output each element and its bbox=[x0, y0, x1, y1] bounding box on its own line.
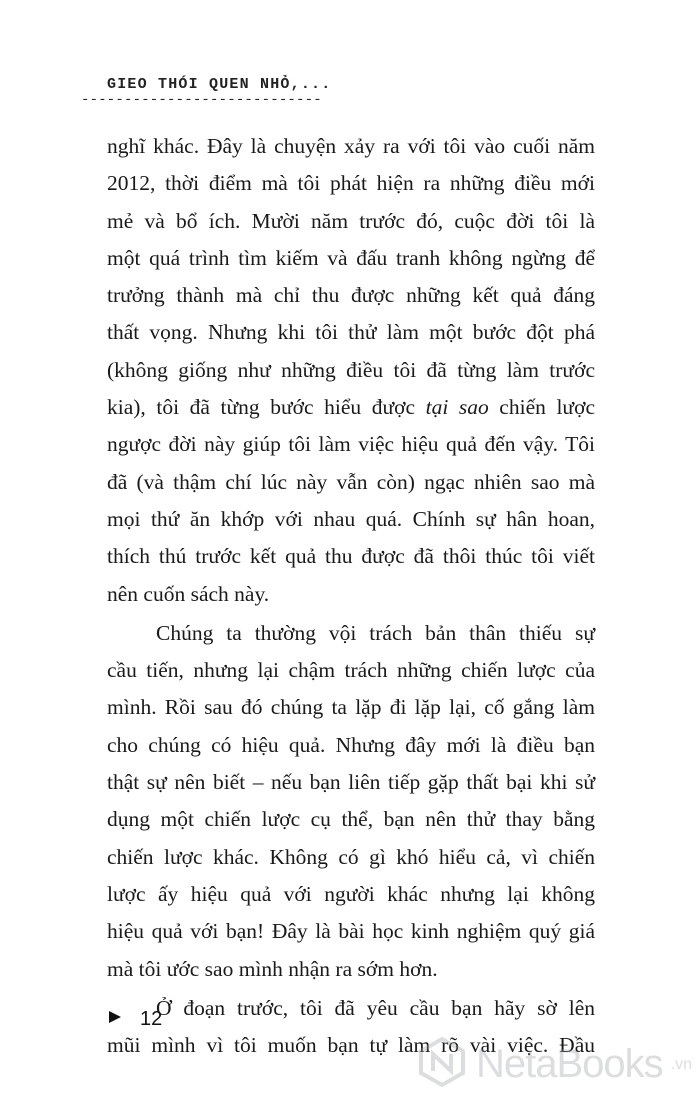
text-line: mình. Rồi sau đó chúng ta lặp đi lặp lại, cố gắng làm bbox=[107, 695, 595, 720]
watermark bbox=[416, 1036, 692, 1093]
text-line: nghĩ khác. Đây là chuyện xảy ra với tôi vào cuối năm bbox=[107, 134, 595, 158]
text-line: một quá trình tìm kiếm và đấu tranh không ngừng để bbox=[107, 245, 595, 270]
text-line: mũi mình vì tôi muốn bạn tự làm rõ vài việc. Đầu bbox=[107, 1033, 595, 1058]
text-line: dụng một chiến lược cụ thể, bạn nên thử thay bằng bbox=[107, 807, 595, 832]
page-footer bbox=[108, 1008, 162, 1031]
watermark-logo-icon bbox=[416, 1036, 468, 1093]
text-line: cho chúng có hiệu quả. Nhưng đây mới là điều bạn bbox=[107, 732, 595, 757]
body-text bbox=[107, 128, 595, 1064]
italic-phrase: tại sao bbox=[425, 395, 489, 420]
header-divider: ---------------------------- bbox=[81, 92, 322, 108]
text-line: Ở đoạn trước, tôi đã yêu cầu bạn hãy sờ lên bbox=[156, 995, 595, 1020]
paragraph-2 bbox=[107, 615, 595, 988]
paragraph-1 bbox=[107, 128, 595, 613]
watermark-brand: NetaBooks bbox=[475, 1042, 663, 1086]
text-line: mọi thứ ăn khớp với nhau quá. Chính sự hân hoan, bbox=[107, 506, 595, 531]
text-line: trưởng thành mà chỉ thu được những kết quả đáng bbox=[107, 283, 595, 308]
text-line: chiến lược khác. Không có gì khó hiểu cả, vì chiến bbox=[107, 844, 595, 869]
text-line: cầu tiến, nhưng lại chậm trách những chiến lược của bbox=[107, 658, 595, 683]
text-line: lược ấy hiệu quả với người khác nhưng lại không bbox=[107, 881, 595, 906]
text-line: hiệu quả với bạn! Đây là bài học kinh nghiệm quý giá bbox=[107, 919, 595, 944]
text-line: (không giống như những điều tôi đã từng làm trước bbox=[107, 357, 595, 382]
text-line: đã (và thậm chí lúc này vẫn còn) ngạc nhiên sao mà bbox=[107, 469, 595, 494]
text-line: thích thú trước kết quả thu được đã thôi thúc tôi viết bbox=[107, 544, 595, 569]
text-line: ngược đời này giúp tôi làm việc hiệu quả đến vậy. Tôi bbox=[107, 432, 595, 457]
triangle-right-icon bbox=[108, 1010, 122, 1029]
running-header: GIEO THÓI QUEN NHỎ,... bbox=[107, 76, 332, 93]
watermark-suffix: .vn bbox=[670, 1055, 692, 1073]
text-line: 2012, thời điểm mà tôi phát hiện ra những điều mới bbox=[107, 171, 595, 196]
text-line: thật sự nên biết – nếu bạn liên tiếp gặp thất bại khi sử bbox=[107, 770, 595, 795]
page-number: 12 bbox=[140, 1008, 163, 1030]
text-line: mẻ và bổ ích. Mười năm trước đó, cuộc đời tôi là bbox=[107, 208, 595, 233]
text-line: thất vọng. Nhưng khi tôi thử làm một bước đột phá bbox=[107, 320, 595, 345]
text-line: mà tôi ước sao mình nhận ra sớm hơn. bbox=[107, 956, 438, 981]
text-line: nên cuốn sách này. bbox=[107, 581, 270, 606]
text-line-italic-phrase: kia), tôi đã từng bước hiểu được tại sao chiến lược bbox=[107, 395, 595, 420]
text-line: Chúng ta thường vội trách bản thân thiếu sự bbox=[156, 620, 595, 645]
